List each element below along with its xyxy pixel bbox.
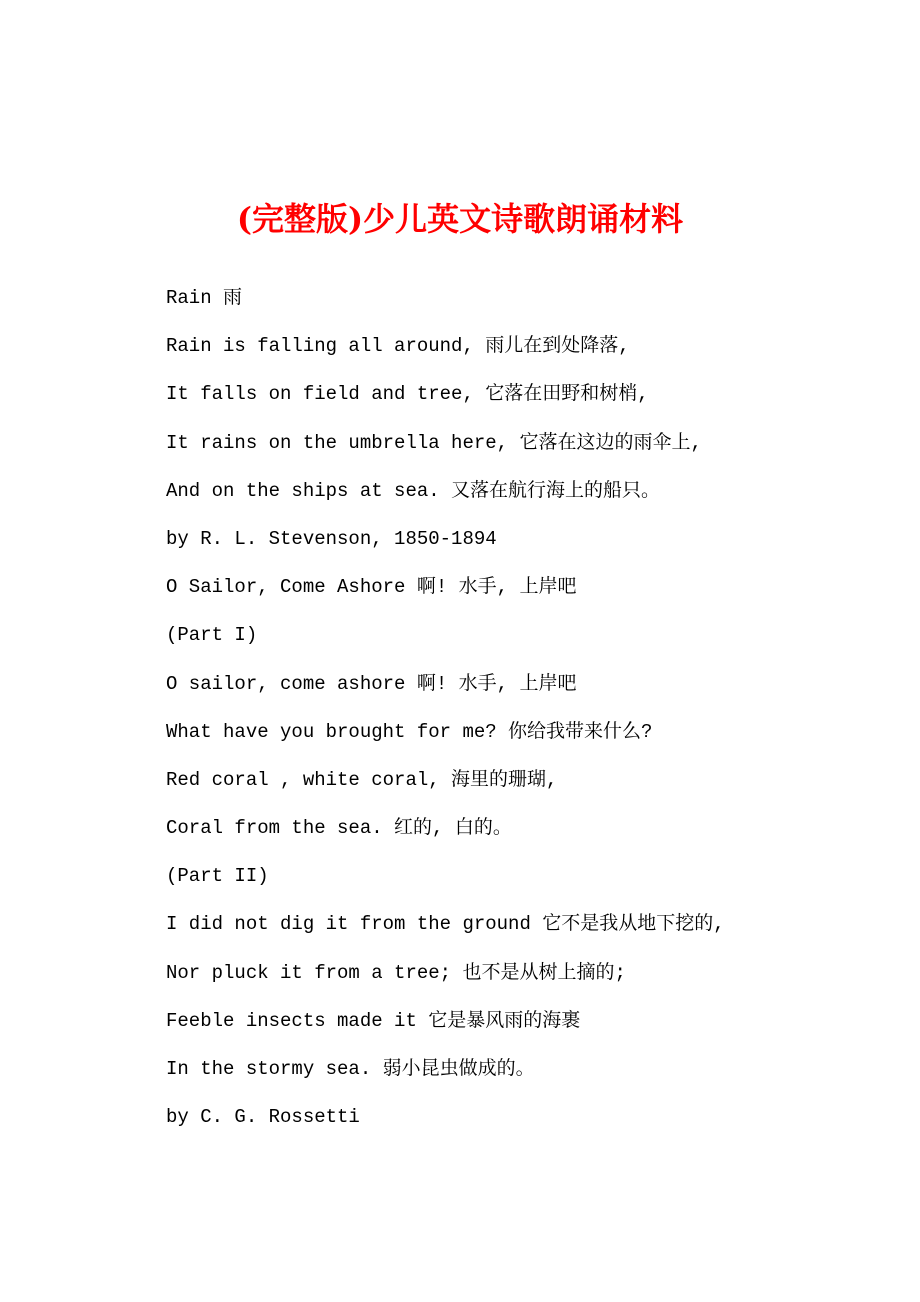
text-line: It falls on field and tree, 它落在田野和树梢, <box>166 383 649 406</box>
text-line: Feeble insects made it 它是暴风雨的海裹 <box>166 1009 581 1032</box>
text-line: by C. G. Rossetti <box>166 1106 360 1129</box>
text-line: Coral from the sea. 红的, 白的。 <box>166 817 512 840</box>
text-line: In the stormy sea. 弱小昆虫做成的。 <box>166 1058 535 1080</box>
text-line: by R. L. Stevenson, 1850-1894 <box>166 527 497 550</box>
text-line: And on the ships at sea. 又落在航行海上的船只。 <box>166 479 661 502</box>
text-line: (Part I) <box>166 624 258 647</box>
poem-body <box>166 280 866 1147</box>
text-line: It rains on the umbrella here, 它落在这边的雨伞上, <box>166 431 702 454</box>
document-title: (完整版)少儿英文诗歌朗诵材料 <box>236 200 684 238</box>
text-line: O sailor, come ashore 啊! 水手, 上岸吧 <box>166 672 577 695</box>
text-line: Red coral , white coral, 海里的珊瑚, <box>166 768 558 791</box>
text-line: Nor pluck it from a tree; 也不是从树上摘的; <box>166 961 626 984</box>
text-line: What have you brought for me? 你给我带来什么? <box>166 720 653 743</box>
text-line: Rain is falling all around, 雨儿在到处降落, <box>166 335 630 358</box>
text-line: O Sailor, Come Ashore 啊! 水手, 上岸吧 <box>166 576 577 599</box>
text-line: Rain 雨 <box>166 287 243 309</box>
text-line: (Part II) <box>166 865 269 888</box>
text-line: I did not dig it from the ground 它不是我从地下挖的, <box>166 913 725 936</box>
